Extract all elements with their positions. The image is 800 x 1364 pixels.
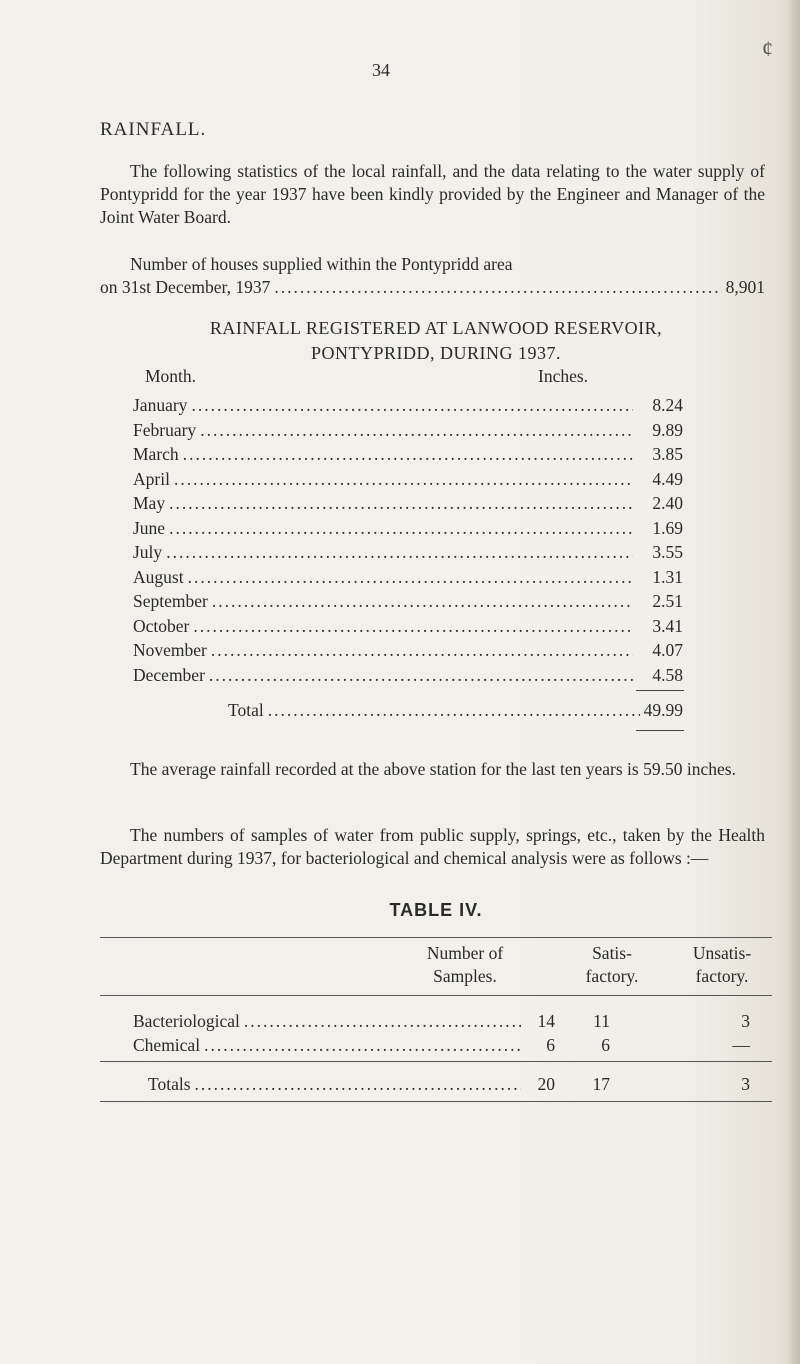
satisfactory-value: 6 bbox=[601, 1035, 610, 1055]
inches-value: 3.41 bbox=[652, 615, 683, 636]
leader-dots bbox=[169, 491, 633, 516]
table-row bbox=[133, 491, 683, 516]
inches-value: 3.55 bbox=[652, 542, 683, 562]
header-line: Samples. bbox=[433, 966, 497, 986]
leader-dots bbox=[211, 638, 633, 663]
table-row bbox=[133, 663, 683, 688]
month-label: July bbox=[133, 542, 163, 562]
table-row bbox=[133, 393, 683, 418]
totals-satisfactory: 17 bbox=[592, 1074, 610, 1094]
inches-value: 3.85 bbox=[652, 444, 683, 464]
table-row bbox=[133, 589, 683, 614]
totals-label: Totals bbox=[148, 1074, 191, 1094]
number-value: 6 bbox=[546, 1035, 555, 1055]
leader-dots bbox=[200, 418, 633, 443]
intro-paragraph-text: The following statistics of the local rainfall, and the data relating to the water supply of Pontypridd for the year 1937 have been kindly provided by the Engineer and Manager of the Joint Water Board. bbox=[100, 161, 765, 227]
houses-leader-row bbox=[100, 276, 765, 299]
leader-dots bbox=[209, 663, 633, 688]
month-label: January bbox=[133, 395, 188, 415]
totals-number: 20 bbox=[537, 1074, 555, 1094]
leader-dots bbox=[169, 516, 633, 541]
month-label: February bbox=[133, 419, 197, 440]
leader-dots bbox=[244, 1011, 521, 1032]
houses-supplied bbox=[100, 253, 765, 299]
leader-dots bbox=[193, 614, 633, 639]
header-line: Number of bbox=[426, 943, 504, 963]
table-row bbox=[133, 442, 683, 467]
table-row bbox=[133, 516, 683, 541]
header-line: Unsatis- bbox=[692, 943, 752, 963]
inches-value: 4.58 bbox=[652, 664, 683, 685]
intro-paragraph bbox=[100, 160, 765, 229]
houses-text-line2: on 31st December, 1937 bbox=[100, 277, 271, 297]
leader-dots bbox=[204, 1035, 521, 1056]
table-iv-title: TABLE IV. bbox=[389, 900, 483, 920]
month-label: September bbox=[133, 591, 208, 611]
header-line: Satis- bbox=[592, 943, 632, 963]
column-header-inches: Inches. bbox=[538, 366, 589, 386]
inches-value: 2.51 bbox=[652, 591, 683, 611]
page-edge-shadow bbox=[786, 0, 800, 1364]
totals-row bbox=[148, 1074, 555, 1095]
average-paragraph-text: The average rainfall recorded at the above station for the last ten years is 59.50 inches. bbox=[130, 759, 736, 779]
leader-dots bbox=[274, 276, 721, 299]
rainfall-table bbox=[133, 393, 683, 687]
table-top-rule bbox=[100, 937, 772, 938]
leader-dots bbox=[183, 442, 633, 467]
total-label: Total bbox=[228, 700, 264, 720]
inches-value: 2.40 bbox=[652, 493, 683, 513]
leader-dots bbox=[212, 589, 633, 614]
average-paragraph bbox=[100, 758, 765, 781]
row-label: Bacteriological bbox=[133, 1011, 240, 1031]
column-header-number-of-samples bbox=[404, 942, 526, 988]
month-label: March bbox=[133, 444, 179, 464]
inches-value: 4.49 bbox=[652, 468, 683, 489]
table-row bbox=[133, 418, 683, 443]
inches-value: 1.31 bbox=[652, 566, 683, 587]
month-label: December bbox=[133, 664, 205, 685]
column-header-unsatisfactory bbox=[672, 942, 772, 988]
unsatisfactory-value: — bbox=[732, 1035, 750, 1055]
sum-rule bbox=[636, 690, 684, 691]
table-row bbox=[133, 565, 683, 590]
month-label: May bbox=[133, 493, 166, 513]
leader-dots bbox=[166, 540, 633, 565]
samples-paragraph-text: The numbers of samples of water from public supply, springs, etc., taken by the Health Department during 1937, for bacteriological and chemical analysis were as follows :— bbox=[100, 825, 765, 868]
samples-paragraph bbox=[100, 824, 765, 870]
total-rule bbox=[636, 730, 684, 731]
houses-value: 8,901 bbox=[725, 277, 765, 297]
corner-mark: ¢ bbox=[762, 36, 773, 61]
header-line: factory. bbox=[695, 966, 749, 986]
month-label: November bbox=[133, 640, 207, 660]
table-row bbox=[133, 1035, 555, 1056]
month-label: April bbox=[133, 468, 170, 489]
rainfall-heading-line2: PONTYPRIDD, DURING 1937. bbox=[310, 343, 561, 363]
month-label: June bbox=[133, 517, 166, 538]
column-header-satisfactory bbox=[572, 942, 652, 988]
section-heading-rainfall: RAINFALL. bbox=[100, 119, 207, 140]
leader-dots bbox=[195, 1074, 521, 1095]
unsatisfactory-value: 3 bbox=[741, 1011, 750, 1031]
table-header-rule bbox=[100, 995, 772, 996]
rainfall-heading-line1: RAINFALL REGISTERED AT LANWOOD RESERVOIR, bbox=[209, 318, 663, 338]
page-number: 34 bbox=[372, 60, 390, 80]
table-bottom-rule bbox=[100, 1101, 772, 1102]
table-row bbox=[133, 614, 683, 639]
leader-dots bbox=[191, 393, 633, 418]
column-header-month: Month. bbox=[145, 366, 197, 386]
row-label: Chemical bbox=[133, 1035, 201, 1055]
houses-text-line1 bbox=[100, 253, 765, 276]
month-label: October bbox=[133, 615, 190, 636]
table-row bbox=[133, 540, 683, 565]
leader-dots bbox=[188, 565, 633, 590]
leader-dots bbox=[174, 467, 633, 492]
number-value: 14 bbox=[537, 1011, 555, 1031]
total-row bbox=[228, 700, 683, 721]
inches-value: 4.07 bbox=[652, 640, 683, 660]
table-row bbox=[133, 467, 683, 492]
table-row bbox=[133, 1011, 555, 1032]
table-row bbox=[133, 638, 683, 663]
inches-value: 8.24 bbox=[652, 395, 683, 415]
month-label: August bbox=[133, 566, 184, 587]
rainfall-table-heading bbox=[100, 316, 772, 366]
inches-value: 9.89 bbox=[652, 419, 683, 440]
satisfactory-value: 11 bbox=[593, 1011, 610, 1031]
totals-unsatisfactory: 3 bbox=[741, 1074, 750, 1094]
inches-value: 1.69 bbox=[652, 517, 683, 538]
header-line: factory. bbox=[585, 966, 639, 986]
table-totals-rule bbox=[100, 1061, 772, 1062]
leader-dots bbox=[268, 700, 640, 721]
houses-text-line1-value: Number of houses supplied within the Pontypridd area bbox=[130, 254, 513, 274]
total-value: 49.99 bbox=[643, 700, 683, 720]
